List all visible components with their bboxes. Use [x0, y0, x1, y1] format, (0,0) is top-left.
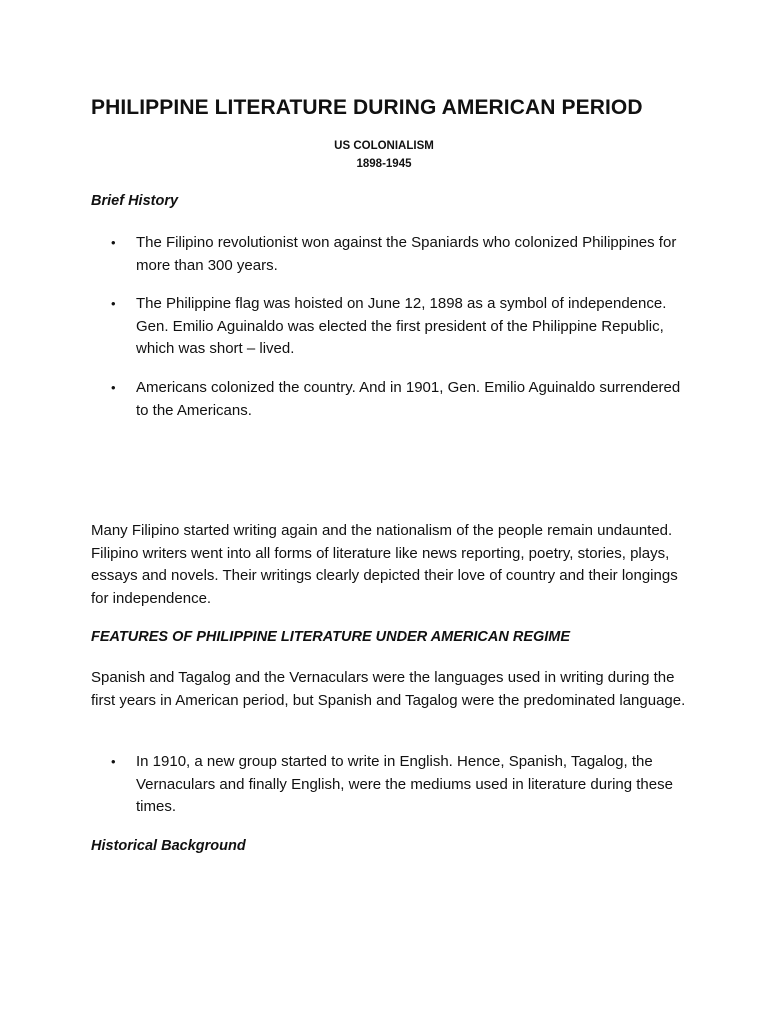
bullet-text: Americans colonized the country. And in 1901, Gen. Emilio Aguinaldo surrendered to the Americans. [136, 379, 681, 419]
bullet-icon: • [111, 754, 116, 769]
bullet-text: In 1910, a new group started to write in English. Hence, Spanish, Tagalog, the Vernaculars and finally English, were the mediums used in literature during these times. [136, 753, 673, 815]
paragraph-languages: Spanish and Tagalog and the Vernaculars were the languages used in writing during the first years in American period, but Spanish and Tagalog were the predominated language. [91, 669, 686, 709]
bullet-text: The Filipino revolutionist won against the Spaniards who colonized Philippines for more than 300 years. [136, 234, 677, 274]
paragraph-nationalism: Many Filipino started writing again and the nationalism of the people remain undaunted. Filipino writers went into all forms of literature like news reporting, poetry, stories, plays, essays and novels. Their writings clearly depicted their love of country and their longings for independence. [91, 522, 678, 607]
document-title: PHILIPPINE LITERATURE DURING AMERICAN PERIOD [91, 96, 643, 119]
heading-brief-history: Brief History [91, 193, 179, 209]
bullet-text: The Philippine flag was hoisted on June 12, 1898 as a symbol of independence. Gen. Emilio Aguinaldo was elected the first president of the Philippine Republic, which was short – lived. [136, 295, 667, 357]
bullet-item-americans [111, 377, 681, 422]
bullet-item-flag [111, 293, 681, 361]
bullet-icon: • [111, 235, 116, 250]
subtitle-colonialism: US COLONIALISM [334, 140, 434, 152]
bullet-icon: • [111, 296, 116, 311]
bullet-icon: • [111, 380, 116, 395]
subtitle-years: 1898-1945 [356, 158, 412, 170]
bullet-item-english [111, 751, 681, 819]
bullet-item-revolutionist [111, 232, 681, 277]
heading-historical-background: Historical Background [91, 838, 246, 854]
heading-features: FEATURES OF PHILIPPINE LITERATURE UNDER AMERICAN REGIME [91, 629, 571, 645]
